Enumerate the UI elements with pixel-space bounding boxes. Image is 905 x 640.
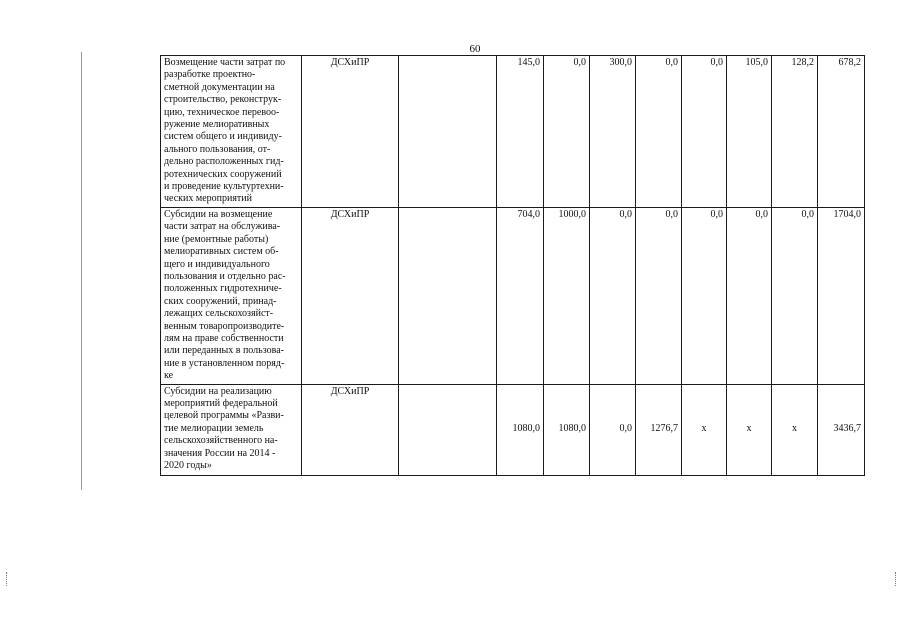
table-row	[161, 56, 865, 208]
description-cell: Субсидии на реализацию мероприятий федеральной целевой программы «Разви- тие мелиорации земель сельскохозяйственного на- значения России на 2014 - 2020 годы»	[161, 384, 302, 475]
value-cell: x	[682, 384, 727, 475]
value-cell: 1080,0	[497, 384, 544, 475]
empty-cell	[399, 384, 497, 475]
value-cell: 0,0	[590, 207, 636, 384]
value-cell: 0,0	[772, 207, 818, 384]
value-cell: 704,0	[497, 207, 544, 384]
agency-cell: ДСХиПР	[302, 384, 399, 475]
value-cell: 0,0	[636, 207, 682, 384]
value-cell: 128,2	[772, 56, 818, 208]
value-cell: 3436,7	[818, 384, 865, 475]
right-margin-mark	[895, 572, 900, 586]
value-cell: 678,2	[818, 56, 865, 208]
value-cell: 0,0	[544, 56, 590, 208]
agency-cell: ДСХиПР	[302, 56, 399, 208]
description-cell: Субсидии на возмещение части затрат на обслужива- ние (ремонтные работы) мелиоративных систем об- щего и индивидуального пользования и отдельно рас- положенных гидротехниче- ских сооружений, принад- лежащих сельскохозяйст- венным товаропроизводите- лям на праве собственности или переданных в пользова- ние в установленном поряд- ке	[161, 207, 302, 384]
empty-cell	[399, 207, 497, 384]
value-cell: 1000,0	[544, 207, 590, 384]
value-cell: 1704,0	[818, 207, 865, 384]
value-cell: 0,0	[682, 207, 727, 384]
value-cell: 145,0	[497, 56, 544, 208]
empty-cell	[399, 56, 497, 208]
left-margin-mark	[6, 572, 11, 586]
table-row	[161, 207, 865, 384]
value-cell: 0,0	[682, 56, 727, 208]
value-cell: 0,0	[636, 56, 682, 208]
value-cell: 0,0	[590, 384, 636, 475]
program-funding-table	[160, 55, 865, 476]
value-cell: 300,0	[590, 56, 636, 208]
value-cell: 1080,0	[544, 384, 590, 475]
value-cell: x	[772, 384, 818, 475]
description-cell: Возмещение части затрат по разработке проектно- сметной документации на строительство, реконструк- цию, техническое перевоо- ружение мелиоративных систем общего и индивиду- ального пользования, от- дельно расположенных гид- ротехнических сооружений и проведение культуртехни- ческих мероприятий	[161, 56, 302, 208]
value-cell: x	[727, 384, 772, 475]
left-margin-rule	[81, 52, 82, 490]
agency-cell: ДСХиПР	[302, 207, 399, 384]
value-cell: 105,0	[727, 56, 772, 208]
value-cell: 0,0	[727, 207, 772, 384]
table-row	[161, 384, 865, 475]
page-number: 60	[469, 43, 481, 55]
value-cell: 1276,7	[636, 384, 682, 475]
